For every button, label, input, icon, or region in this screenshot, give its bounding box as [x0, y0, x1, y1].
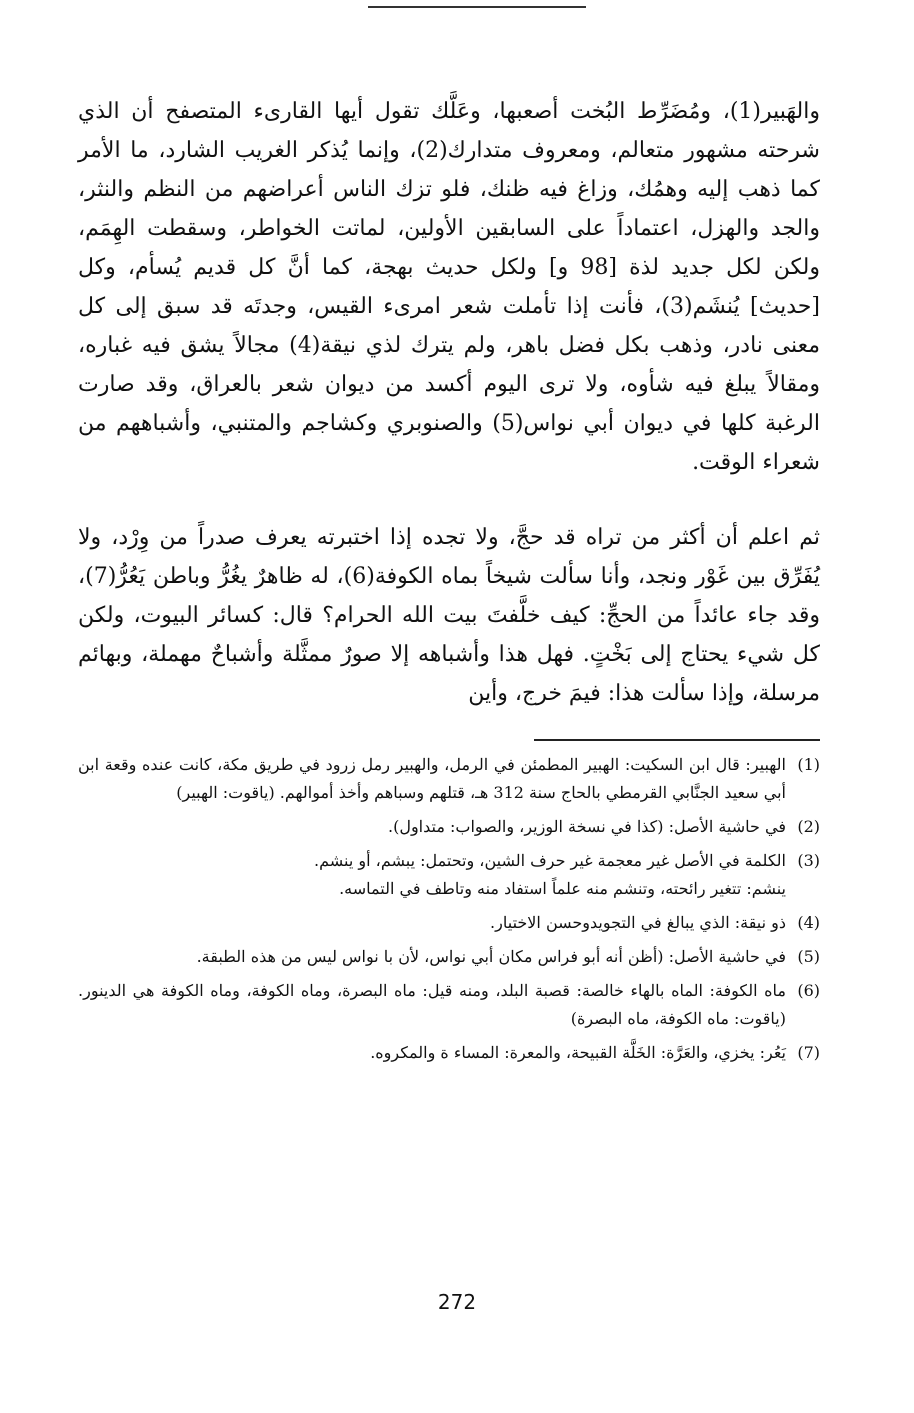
footnote-text: ينشم: تتغير رائحته، وتنشم منه علماً استفاد منه وتاطف في التماسه.: [339, 879, 786, 898]
footnote-1: [78, 751, 820, 807]
footnote-text: الكلمة في الأصل غير معجمة غير حرف الشين، وتحتمل: يبشم، أو ينشم.: [314, 851, 786, 870]
footnote-text: ماه الكوفة: الماه بالهاء خالصة: قصبة البلد، ومنه قيل: ماه البصرة، وماه الكوفة، وماه الكوفة هي الدينور. (ياقوت: ماه الكوفة، ماه البصرة): [78, 981, 786, 1028]
footnote-3: [78, 847, 820, 903]
footnote-number: (6): [797, 981, 820, 1000]
footnote-number: (3): [797, 851, 820, 870]
footnote-5: [78, 943, 820, 971]
footnote-text: في حاشية الأصل: (كذا في نسخة الوزير، والصواب: متداول).: [388, 817, 786, 836]
footnote-separator: [534, 739, 820, 741]
footnote-number: (4): [797, 913, 820, 932]
footnote-number: (2): [797, 817, 820, 836]
main-paragraph-1: والهَبير(1)، ومُضَرِّط البُخت أصعبها، وعَلَّك تقول أيها القارىء المتصفح أن الذي شرحته مشهور متعالم، ومعروف متدارك(2)، وإنما يُذكر الغريب الشارد، ما الأمر كما ذهب إليه وهمُك، وزاغ فيه ظنك، فلو تزك الناس أعراضهم من النظم والنثر، والجد والهزل، اعتماداً على السابقين الأولين، لماتت الخواطر، وسقطت الهِمَم، ولكن لكل جديد لذة [98 و] ولكل حديث بهجة، كما أنَّ كل قديم يُسأم، وكل [حديث] يُنشَم(3)، فأنت إذا تأملت شعر امرىء القيس، وجدتَه قد سبق إلى كل معنى نادر، وذهب بكل فضل باهر، ولم يترك لذي نيقة(4) مجالاً يشق فيه غباره، ومقالاً يبلغ فيه شأوه، ولا ترى اليوم أكسد من ديوان شعر بالعراق، وقد صارت الرغبة كلها في ديوان أبي نواس(5) والصنوبري وكشاجم والمتنبي، وأشباههم من شعراء الوقت.: [78, 99, 821, 475]
footnote-7: [78, 1039, 820, 1067]
footnote-text: الهبير: قال ابن السكيت: الهبير المطمئن في الرمل، والهبير رمل زرود في طريق مكة، كانت عنده وقعة ابن أبي سعيد الجنَّابي القرمطي بالحاج سنة 312 هـ، قتلهم وسباهم وأخذ أموالهم. (ياقوت: الهبير): [78, 755, 786, 802]
main-paragraph-2: ثم اعلم أن أكثر من تراه قد حجَّ، ولا تجده إذا اختبرته يعرف صدراً من وِرْد، ولا يُفَرِّق بين غَوْر ونجد، وأنا سألت شيخاً بماه الكوفة(6)، له ظاهرٌ يغُرُّ وباطن يَعُرُّ(7)، وقد جاء عائداً من الحجِّ: كيف خلَّفتَ بيت الله الحرام؟ قال: كسائر البيوت، ولكن كل شيء يحتاج إلى بَخْتٍ. فهل هذا وأشباهه إلا صورٌ ممثَّلة وأشباحٌ مهملة، وبهائم مرسلة، وإذا سألت هذا: فيمَ خرج، وأين: [78, 525, 820, 706]
footnote-text: ذو نيقة: الذي يبالغ في التجويدوحسن الاختيار.: [490, 913, 786, 932]
top-rule: [368, 6, 586, 8]
page-number: 272: [437, 1290, 477, 1314]
page-body: [78, 92, 820, 1073]
footnotes: [78, 751, 820, 1067]
footnote-number: (1): [797, 755, 820, 774]
footnote-6: [78, 977, 820, 1033]
footnote-text: في حاشية الأصل: (أظن أنه أبو فراس مكان أبي نواس، لأن با نواس ليس من هذه الطبقة.: [196, 947, 786, 966]
footnote-2: [78, 813, 820, 841]
footnote-number: (7): [797, 1043, 820, 1062]
footnote-text: يَعُر: يخزي، والعَرَّة: الخَلَّة القبيحة، والمعرة: المساء ة والمكروه.: [370, 1043, 786, 1062]
footnote-number: (5): [797, 947, 820, 966]
footnote-4: [78, 909, 820, 937]
